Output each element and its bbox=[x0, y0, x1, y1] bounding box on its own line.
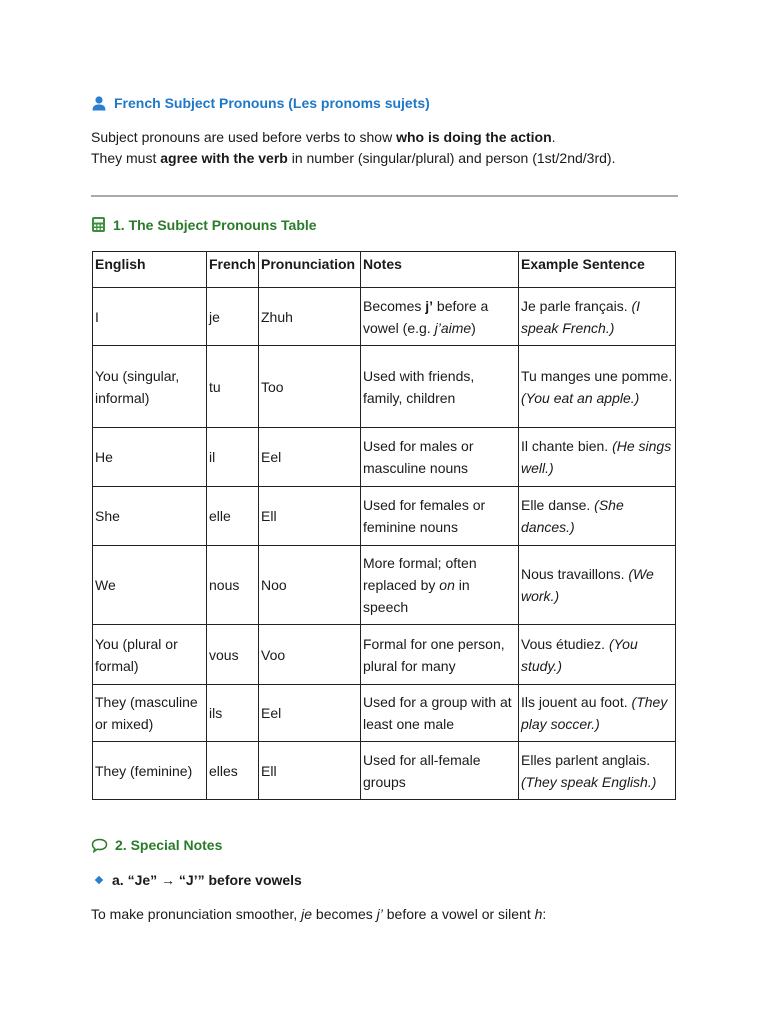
cell-english: You (singular, informal) bbox=[93, 346, 207, 428]
table-row bbox=[93, 288, 676, 346]
example-french: Elle danse. bbox=[521, 497, 595, 513]
cell-notes bbox=[361, 288, 519, 346]
notes-text: Used for females or feminine nouns bbox=[363, 497, 486, 535]
intro-text: Subject pronouns are used before verbs to show bbox=[91, 129, 397, 145]
table-body bbox=[93, 288, 676, 800]
closing-paragraph bbox=[91, 904, 691, 925]
example-french: Vous étudiez. bbox=[521, 635, 609, 652]
subsection-heading bbox=[96, 872, 302, 888]
intro-text: . bbox=[551, 129, 556, 145]
cell-example bbox=[519, 487, 676, 546]
notes-text: ) bbox=[471, 319, 476, 336]
cell-french: ils bbox=[207, 685, 259, 742]
section-heading-notes bbox=[91, 837, 222, 853]
speech-bubble-icon bbox=[91, 838, 108, 853]
section-heading-text: 1. The Subject Pronouns Table bbox=[113, 216, 317, 233]
page-title bbox=[91, 95, 430, 111]
column-header: Example Sentence bbox=[519, 252, 676, 288]
closing-text: becomes bbox=[312, 906, 377, 922]
table-row bbox=[93, 487, 676, 546]
table-row bbox=[93, 742, 676, 800]
cell-example bbox=[519, 685, 676, 742]
cell-notes bbox=[361, 428, 519, 487]
example-translation: (We work.) bbox=[521, 566, 654, 604]
closing-text: : bbox=[542, 906, 547, 922]
intro-emphasis: who is doing the action bbox=[396, 129, 552, 145]
column-header: Notes bbox=[361, 252, 519, 288]
cell-pronunciation: Ell bbox=[259, 742, 361, 800]
cell-pronunciation: Noo bbox=[259, 546, 361, 625]
example-french: Ils jouent au foot. bbox=[521, 694, 632, 710]
notes-text: Used for males or masculine nouns bbox=[363, 438, 474, 476]
cell-french: elle bbox=[207, 487, 259, 546]
intro-text: They must bbox=[91, 150, 161, 166]
blue-diamond-icon bbox=[95, 876, 103, 884]
cell-pronunciation: Voo bbox=[259, 625, 361, 685]
column-header: English bbox=[93, 252, 207, 288]
intro-line-1 bbox=[91, 127, 691, 148]
table-row bbox=[93, 346, 676, 428]
cell-french: elles bbox=[207, 742, 259, 800]
notes-text: on bbox=[439, 577, 455, 593]
table-row bbox=[93, 625, 676, 685]
cell-notes bbox=[361, 346, 519, 428]
page-title-text: French Subject Pronouns (Les pronoms sujets) bbox=[114, 95, 430, 111]
table-row bbox=[93, 685, 676, 742]
example-translation: (She dances.) bbox=[521, 497, 624, 535]
notes-text: in speech bbox=[363, 577, 470, 615]
intro-line-2 bbox=[91, 148, 691, 169]
example-french: Tu manges une pomme. bbox=[521, 367, 673, 384]
table-header-row bbox=[93, 252, 676, 288]
cell-french: je bbox=[207, 288, 259, 346]
cell-pronunciation: Zhuh bbox=[259, 288, 361, 346]
cell-pronunciation: Too bbox=[259, 346, 361, 428]
cell-notes bbox=[361, 742, 519, 800]
cell-english: He bbox=[93, 428, 207, 487]
closing-text: To make pronunciation smoother, bbox=[91, 906, 302, 922]
example-translation: (I speak French.) bbox=[521, 297, 641, 336]
cell-pronunciation: Ell bbox=[259, 487, 361, 546]
cell-english: I bbox=[93, 288, 207, 346]
example-translation: (You study.) bbox=[521, 635, 638, 674]
table-row bbox=[93, 546, 676, 625]
cell-example bbox=[519, 625, 676, 685]
cell-notes bbox=[361, 685, 519, 742]
example-french: Elles parlent anglais. bbox=[521, 751, 651, 768]
cell-notes bbox=[361, 546, 519, 625]
cell-example bbox=[519, 346, 676, 428]
horizontal-divider bbox=[91, 195, 678, 197]
notes-text: More formal; often replaced by bbox=[363, 555, 477, 593]
cell-notes bbox=[361, 487, 519, 546]
cell-example bbox=[519, 546, 676, 625]
cell-pronunciation: Eel bbox=[259, 685, 361, 742]
pronouns-table bbox=[92, 251, 676, 800]
cell-notes bbox=[361, 625, 519, 685]
cell-french: nous bbox=[207, 546, 259, 625]
intro-emphasis: agree with the verb bbox=[160, 150, 288, 166]
example-french: Je parle français. bbox=[521, 297, 632, 314]
cell-example bbox=[519, 288, 676, 346]
cell-french: il bbox=[207, 428, 259, 487]
example-translation: (They speak English.) bbox=[521, 773, 657, 790]
closing-italic: j’ bbox=[376, 906, 383, 922]
cell-example bbox=[519, 428, 676, 487]
cell-english: They (feminine) bbox=[93, 742, 207, 800]
section-heading-table bbox=[91, 216, 317, 233]
cell-example bbox=[519, 742, 676, 800]
column-header: French bbox=[207, 252, 259, 288]
cell-pronunciation: Eel bbox=[259, 428, 361, 487]
notes-text: Formal for one person, plural for many bbox=[363, 635, 505, 674]
section-heading-text: 2. Special Notes bbox=[115, 837, 223, 853]
cell-english: We bbox=[93, 546, 207, 625]
person-icon bbox=[91, 95, 107, 111]
example-translation: (He sings well.) bbox=[521, 438, 672, 476]
closing-text: before a vowel or silent bbox=[382, 906, 535, 922]
intro-paragraph bbox=[91, 127, 691, 169]
subsection-heading-text: a. “Je” → “J’” before vowels bbox=[112, 872, 302, 888]
notes-text: j’ bbox=[425, 297, 434, 314]
notes-text: Becomes bbox=[363, 297, 426, 314]
cell-french: vous bbox=[207, 625, 259, 685]
cell-french: tu bbox=[207, 346, 259, 428]
notes-text: before a vowel (e.g. bbox=[363, 297, 489, 336]
intro-text: in number (singular/plural) and person (1st/2nd/3rd). bbox=[287, 150, 616, 166]
example-french: Il chante bien. bbox=[521, 438, 613, 454]
example-translation: (You eat an apple.) bbox=[521, 389, 640, 406]
notes-text: Used for a group with at least one male bbox=[363, 694, 512, 732]
calculator-icon bbox=[91, 216, 106, 233]
notes-text: Used for all-female groups bbox=[363, 751, 481, 790]
cell-english: She bbox=[93, 487, 207, 546]
column-header: Pronunciation bbox=[259, 252, 361, 288]
cell-english: You (plural or formal) bbox=[93, 625, 207, 685]
closing-italic: h bbox=[534, 906, 543, 922]
notes-text: Used with friends, family, children bbox=[363, 367, 475, 406]
closing-italic: je bbox=[301, 906, 313, 922]
cell-english: They (masculine or mixed) bbox=[93, 685, 207, 742]
notes-text: j’aime bbox=[434, 319, 472, 336]
example-translation: (They play soccer.) bbox=[521, 694, 668, 732]
table-row bbox=[93, 428, 676, 487]
example-french: Nous travaillons. bbox=[521, 566, 629, 582]
